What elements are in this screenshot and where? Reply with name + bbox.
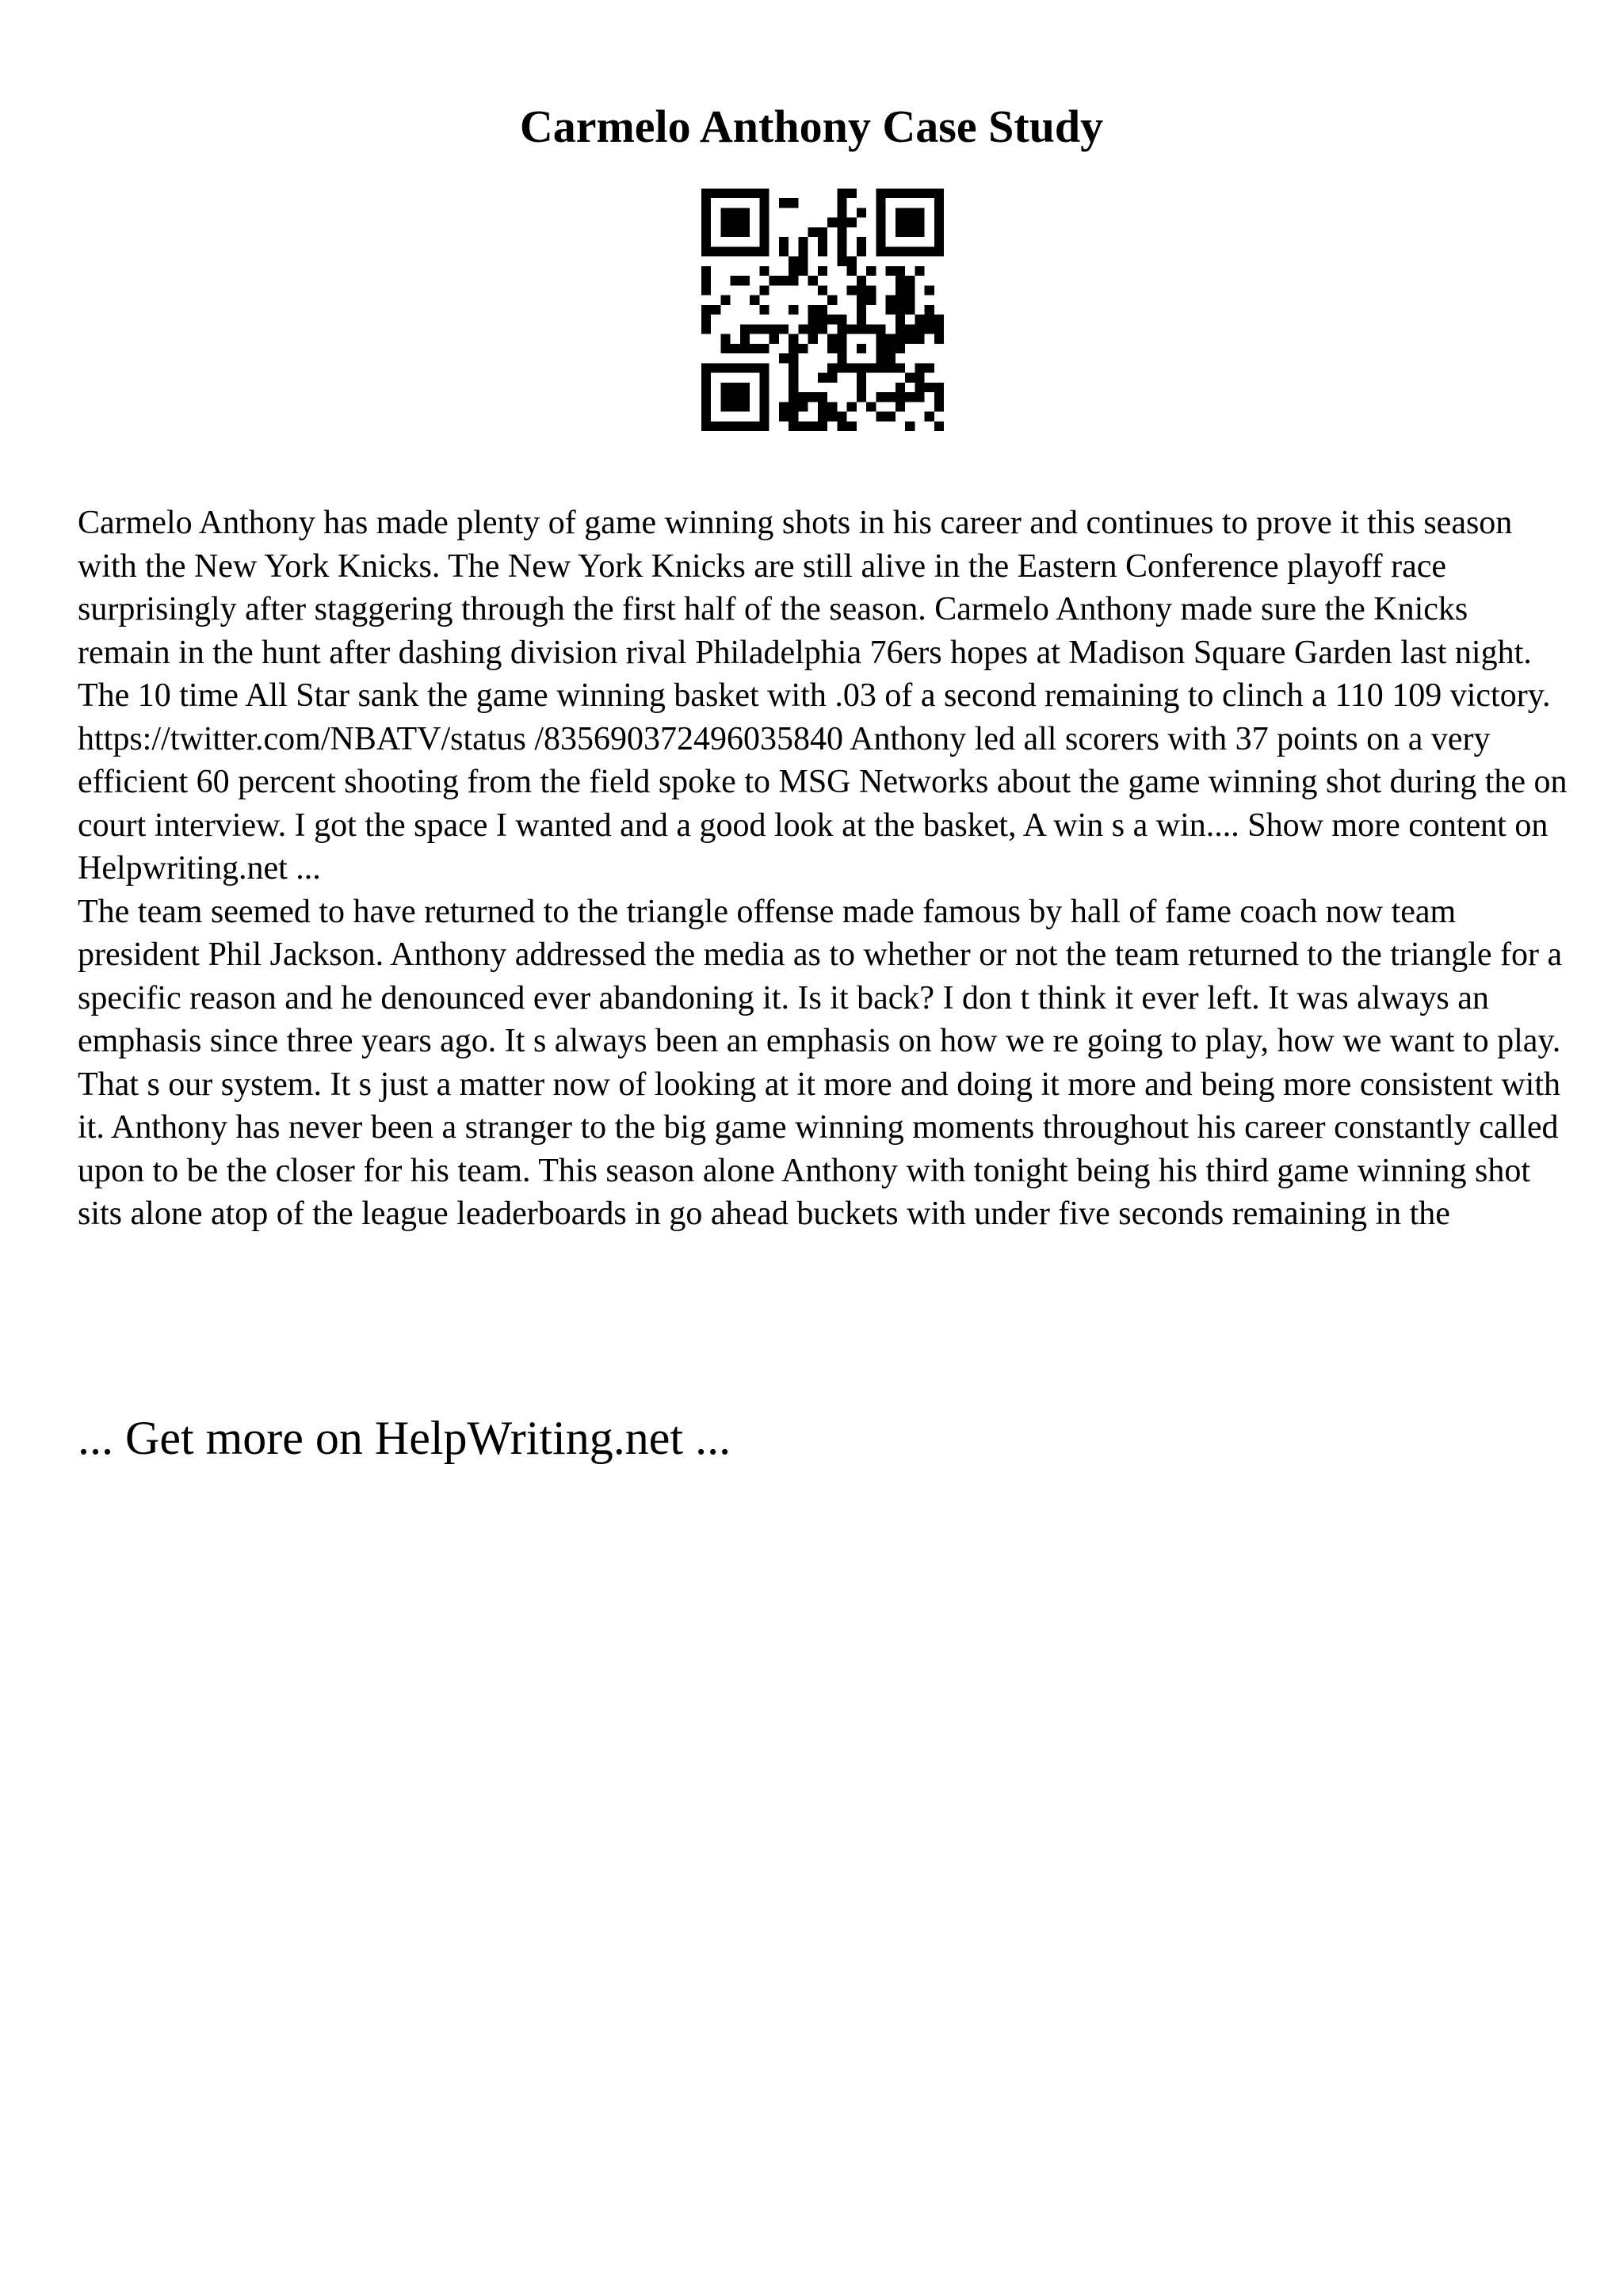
paragraph-1: Carmelo Anthony has made plenty of game winning shots in his career and continues to prove it this season with the New York Knicks. The New York Knicks are still alive in the Eastern Conference playoff race surprisingly after staggering through the first half of the season. Carmelo Anthony made sure the Knicks remain in the hunt after dashing division rival Philadelphia 76ers hopes at Madison Square Garden last night. The 10 time All Star sank the game winning basket with .03 of a second remaining to clinch a 110 109 victory. https://twitter.com/NBATV/status /835690372496035840 Anthony led all scorers with 37 points on a very efficient 60 percent shooting from the field spoke to MSG Networks about the game winning shot during the on court interview. I got the space I wanted and a good look at the basket, A win s a win.... Show more content on Helpwriting.net ... <box>78 505 1568 887</box>
article-body <box>78 502 1568 1236</box>
qr-code-icon <box>701 189 944 431</box>
page-title: Carmelo Anthony Case Study <box>519 101 1104 152</box>
qr-code-graphic <box>701 189 944 431</box>
get-more-link[interactable]: ... Get more on HelpWriting.net ... <box>78 1412 731 1464</box>
paragraph-2: The team seemed to have returned to the triangle offense made famous by hall of fame coach now team president Phil Jackson. Anthony addressed the media as to whether or not the team returned to the triangle for a specific reason and he denounced ever abandoning it. Is it back? I don t think it ever left. It was always an emphasis since three years ago. It s always been an emphasis on how we re going to play, how we want to play. That s our system. It s just a matter now of looking at it more and doing it more and being more consistent with it. Anthony has never been a stranger to the big game winning moments throughout his career constantly called upon to be the closer for his team. This season alone Anthony with tonight being his third game winning shot sits alone atop of the league leaderboards in go ahead buckets with under five seconds remaining in the <box>78 893 1563 1232</box>
